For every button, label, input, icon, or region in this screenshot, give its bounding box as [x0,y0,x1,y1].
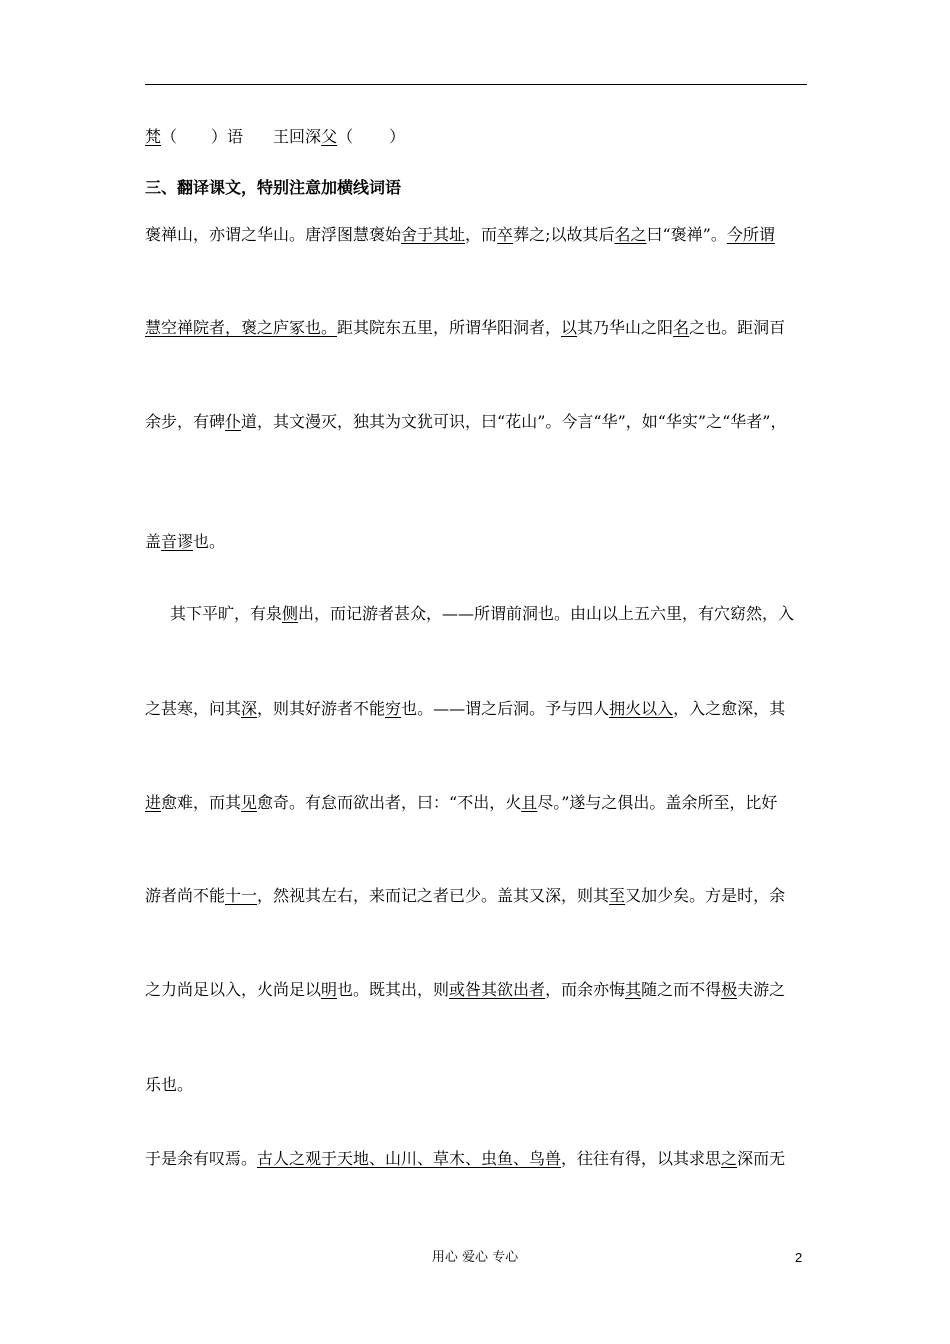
underlined-term: 极 [721,980,738,999]
underlined-term: 穷 [385,699,402,718]
underlined-term: 明 [321,980,338,999]
text-run: 也。既其出，则 [337,980,450,999]
text-run: 余步，有碑 [145,412,226,431]
underlined-term: 今所谓 [726,225,775,244]
underlined-term: 古人之观于天地、山川、草木、虫鱼、鸟兽 [257,1149,562,1168]
blank-close: ）语 [211,127,244,146]
underlined-term: 且 [521,793,538,812]
text-run: 愈奇。有怠而欲出者，曰：“不出，火 [257,793,522,812]
text-line [170,604,807,624]
underlined-term: 深 [241,699,258,718]
underlined-term: 或咎其欲出者 [449,980,546,999]
text-run: 之力尚足以入，火尚足以 [145,980,322,999]
text-run: 其下平旷，有泉 [170,604,283,623]
underlined-term: 音谬 [161,532,194,551]
page-number: 2 [795,1250,803,1265]
underlined-term: 至 [609,886,626,905]
underlined-term: 进 [145,793,162,812]
underlined-term: 卒 [497,225,514,244]
text-line [145,225,807,245]
text-run: 盖 [145,532,162,551]
text-run: ，而余亦悔 [545,980,626,999]
text-line [145,532,807,552]
text-run: 褒禅山，亦谓之华山。唐浮图慧褒始 [145,225,402,244]
text-run: 也。——谓之后洞。予与四人 [401,699,610,718]
vocab-word: 父 [321,127,338,146]
text-line [145,318,807,338]
text-line [145,793,807,813]
blank-open: （ [161,127,178,146]
underlined-term: 十一 [225,886,258,905]
text-run: 深而无 [737,1149,786,1168]
section-heading: 三、翻译课文，特别注意加横线词语 [145,178,402,197]
text-run: ，则其好游者不能 [257,699,386,718]
text-run: ，然视其左右，来而记之者已少。盖其又深，则其 [257,886,610,905]
vocab-phrase: 王回深 [273,127,322,146]
underlined-term: 以 [561,318,578,337]
text-run: 距其院东五里，所谓华阳洞者， [337,318,562,337]
text-run: 也。 [193,532,226,551]
footer-text: 用心 爱心 专心 [431,1250,519,1265]
text-run: 其乃华山之阳 [577,318,674,337]
text-run: 随之而不得 [641,980,722,999]
text-run: 葬之;以故其后 [513,225,615,244]
text-run: 曰“褒禅”。 [646,225,727,244]
underlined-term: 慧空禅院者，褒之庐冢也。 [145,318,338,337]
underlined-term: 仆 [225,412,242,431]
text-line [145,409,807,435]
text-line: 乐也。 [145,1075,194,1094]
underlined-term: 侧 [282,604,299,623]
text-run: 愈难，而其 [161,793,242,812]
text-line [145,980,807,1000]
text-line [145,699,807,719]
header-rule [145,84,807,85]
underlined-term: 见 [241,793,258,812]
text-run: 夫游之 [737,980,786,999]
text-run: ，而 [465,225,498,244]
underlined-term: 名之 [614,225,647,244]
underlined-term: 之 [721,1149,738,1168]
text-run: 之也。距洞百 [689,318,786,337]
text-line [145,886,807,906]
vocab-blank-line [145,127,807,147]
text-run: ，入之愈深，其 [673,699,786,718]
text-run: ，往往有得，以其求思 [561,1149,722,1168]
vocab-word: 梵 [145,127,162,146]
text-run: 又加少矣。方是时，余 [625,886,786,905]
text-run: 道，其文漫灭，独其为文犹可识，曰“花山”。今言“华”，如“华实”之“华者”， [241,412,787,431]
text-run: 尽。”遂与之俱出。盖余所至，比好 [537,793,778,812]
text-run: 出，而记游者甚众，——所谓前洞也。由山以上五六里，有穴窈然，入 [298,604,795,623]
text-line [145,1149,807,1169]
text-run: 之甚寒，问其 [145,699,242,718]
blank-open: （ [337,127,354,146]
underlined-term: 其 [625,980,642,999]
underlined-term: 名 [673,318,690,337]
text-run: 游者尚不能 [145,886,226,905]
text-run: 于是余有叹焉。 [145,1149,258,1168]
underlined-term: 拥火以入 [609,699,674,718]
blank-close: ） [389,127,406,146]
underlined-term: 舍于其址 [401,225,466,244]
